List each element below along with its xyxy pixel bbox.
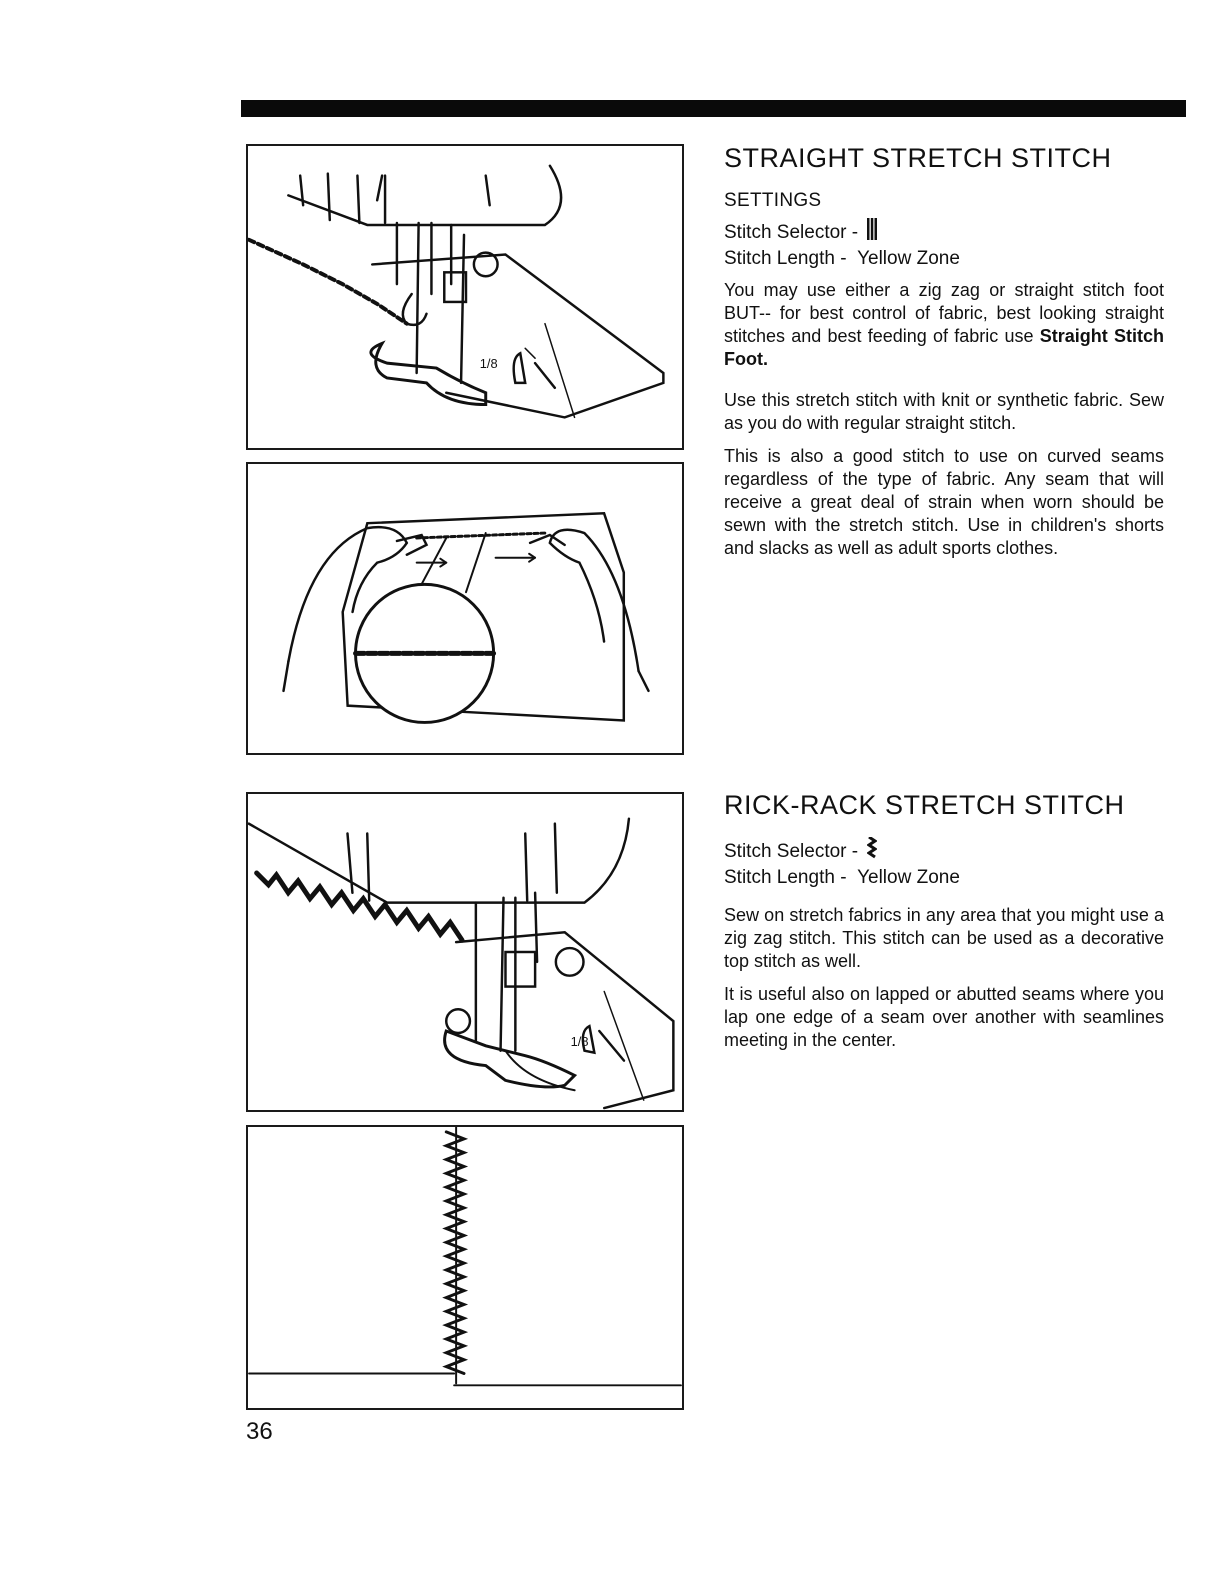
top-rule (241, 100, 1186, 117)
fig3-scale-label: 1/8 (570, 1033, 589, 1049)
straight-stretch-section (724, 143, 1164, 570)
straight-length-label: Stitch Length - (724, 248, 847, 269)
straight-stretch-symbol-icon (867, 218, 877, 247)
settings-heading: SETTINGS (724, 190, 822, 211)
straight-para-1 (724, 279, 1164, 371)
rickrack-stretch-section (724, 790, 1164, 1062)
straight-para-1-text: You may use either a zig zag or straight stitch foot BUT-- for best control of fabric, best looking straight stitches and best feeding of fabric use (724, 280, 1164, 346)
rickrack-seam-sample-illustration (246, 1125, 684, 1410)
rickrack-stretch-symbol-icon (867, 837, 877, 866)
straight-length-value: Yellow Zone (857, 248, 960, 269)
rickrack-para-2: It is useful also on lapped or abutted seams where you lap one edge of a seam over another with seamlines meeting in the center. (724, 984, 1164, 1050)
rickrack-selector-row (724, 837, 1164, 866)
straight-length-row (724, 247, 1164, 271)
straight-stitch-machine-illustration (246, 144, 684, 450)
rickrack-para-1: Sew on stretch fabrics in any area that you might use a zig zag stitch. This stitch can be used as a decorative top stitch as well. (724, 905, 1164, 971)
rickrack-stretch-title: RICK-RACK STRETCH STITCH (724, 790, 1125, 820)
straight-foot-emphasis: Straight Stitch Foot. (724, 326, 1164, 369)
rickrack-length-label: Stitch Length - (724, 867, 847, 888)
stretch-seam-hands-illustration (246, 462, 684, 755)
rickrack-stitch-machine-illustration (246, 792, 684, 1112)
straight-para-3: This is also a good stitch to use on curved seams regardless of the type of fabric. Any seam that will receive a great deal of strain when worn should be sewn with the stretch stitch. Use in children's shorts and slacks as well as adult sports clothes. (724, 446, 1164, 558)
rickrack-length-value: Yellow Zone (857, 867, 960, 888)
rickrack-selector-label: Stitch Selector - (724, 841, 859, 862)
straight-selector-label: Stitch Selector - (724, 222, 859, 243)
fig1-scale-label: 1/8 (479, 356, 498, 372)
straight-selector-row (724, 218, 1164, 247)
straight-stretch-title: STRAIGHT STRETCH STITCH (724, 143, 1112, 173)
page-number: 36 (246, 1418, 273, 1445)
straight-para-2: Use this stretch stitch with knit or synthetic fabric. Sew as you do with regular straight stitch. (724, 390, 1164, 433)
rickrack-length-row (724, 866, 1164, 890)
